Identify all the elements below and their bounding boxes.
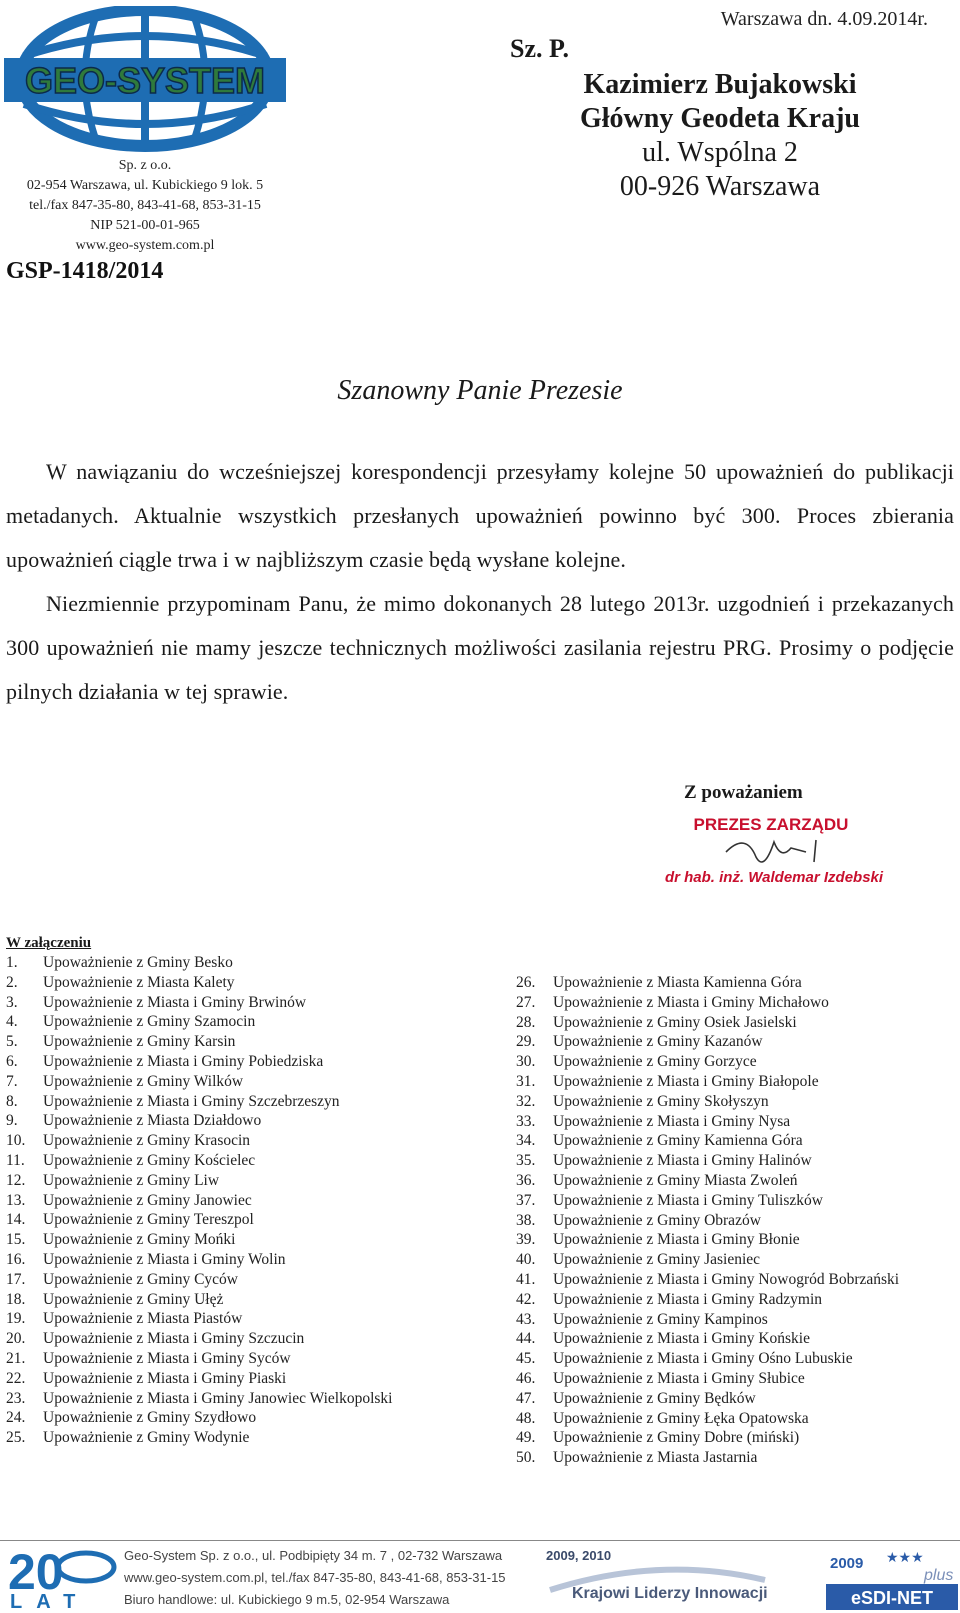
attachment-item	[6, 1032, 392, 1052]
esdi-name: eSDI-NET	[850, 1588, 934, 1608]
attachment-item	[6, 1052, 392, 1072]
attachment-number: 37.	[516, 1191, 536, 1209]
attachment-number: 15.	[6, 1231, 26, 1249]
attachments-heading: W załączeniu	[6, 935, 92, 951]
attachment-item	[516, 1191, 899, 1211]
star-icons: ★★★	[886, 1551, 924, 1566]
attachment-item	[516, 1230, 899, 1250]
reference-number: GSP-1418/2014	[6, 258, 164, 284]
attachment-title: Upoważnienie z Gminy Miasta Zwoleń	[553, 1171, 798, 1189]
attachment-number: 6.	[6, 1052, 18, 1070]
attachment-number: 49.	[516, 1429, 536, 1447]
attachment-title: Upoważnienie z Miasta i Gminy Białopole	[553, 1072, 819, 1090]
attachment-number: 5.	[6, 1033, 18, 1051]
attachment-title: Upoważnienie z Gminy Kościelec	[43, 1151, 256, 1169]
recipient-city: 00-926 Warszawa	[619, 171, 821, 202]
attachment-title: Upoważnienie z Gminy Wodynie	[43, 1429, 250, 1447]
anniversary-logo	[4, 1545, 120, 1609]
attachment-number: 36.	[516, 1171, 536, 1189]
attachment-title: Upoważnienie z Miasta i Gminy Syców	[43, 1349, 291, 1367]
recipient-block	[510, 68, 930, 204]
attachment-number: 45.	[516, 1350, 536, 1368]
attachment-title: Upoważnienie z Miasta i Gminy Tuliszków	[553, 1191, 823, 1209]
attachment-title: Upoważnienie z Gminy Jasieniec	[553, 1251, 761, 1269]
attachment-number: 1.	[6, 954, 18, 971]
attachment-number: 30.	[516, 1053, 536, 1071]
attachment-number: 28.	[516, 1013, 536, 1031]
attachment-title: Upoważnienie z Gminy Skołyszyn	[553, 1092, 769, 1110]
attachment-title: Upoważnienie z Gminy Kampinos	[553, 1310, 768, 1328]
anniversary-number: 20	[8, 1545, 64, 1600]
attachment-item	[6, 1131, 392, 1151]
esdi-plus: plus	[924, 1567, 954, 1584]
footer-office: Biuro handlowe: ul. Kubickiego 9 m.5, 02-954 Warszawa	[124, 1592, 450, 1607]
company-nip: NIP 521-00-01-965	[90, 218, 200, 233]
attachment-title: Upoważnienie z Gminy Liw	[43, 1171, 220, 1189]
attachment-number: 7.	[6, 1072, 18, 1090]
paragraph-1-text: W nawiązaniu do wcześniejszej korespondencji przesyłamy kolejne 50 upoważnień do publikacji metadanych. Aktualnie wszystkich przesłanych upoważnień powinno być 300. Proces zbierania upoważnień ciągle trwa i w najbliższym czasie będą wysłane kolejne.	[6, 459, 954, 572]
attachment-item	[6, 993, 392, 1013]
attachment-item	[6, 1389, 392, 1409]
attachment-title: Upoważnienie z Miasta i Gminy Michałowo	[553, 993, 829, 1011]
attachment-title: Upoważnienie z Gminy Kazanów	[553, 1033, 763, 1051]
attachment-title: Upoważnienie z Gminy Obrazów	[553, 1211, 761, 1229]
attachment-title: Upoważnienie z Miasta i Gminy Końskie	[553, 1330, 810, 1348]
attachment-title: Upoważnienie z Gminy Karsin	[43, 1033, 236, 1051]
award-name: Krajowi Liderzy Innowacji	[572, 1585, 768, 1602]
paragraph-1	[6, 450, 954, 582]
stamp-name: dr hab. inż. Waldemar Izdebski	[664, 869, 884, 886]
attachment-number: 3.	[6, 993, 18, 1011]
attachment-item	[6, 1369, 392, 1389]
attachment-item	[516, 1032, 899, 1052]
attachment-title: Upoważnienie z Miasta i Gminy Janowiec Wielkopolski	[43, 1389, 393, 1407]
attachment-item	[6, 1408, 392, 1428]
attachment-item	[516, 1013, 899, 1033]
attachment-title: Upoważnienie z Miasta i Gminy Nowogród Bobrzański	[553, 1270, 900, 1288]
footer-contact	[124, 1545, 506, 1611]
attachment-number: 24.	[6, 1409, 26, 1427]
attachment-title: Upoważnienie z Gminy Ułęż	[43, 1290, 224, 1308]
attachment-item	[6, 1092, 392, 1112]
attachment-number: 4.	[6, 1013, 18, 1031]
attachment-number: 42.	[516, 1290, 536, 1308]
attachment-item	[516, 1052, 899, 1072]
attachment-number: 14.	[6, 1211, 26, 1229]
attachment-title: Upoważnienie z Miasta i Gminy Ośno Lubuskie	[553, 1350, 853, 1368]
attachment-title: Upoważnienie z Gminy Będków	[553, 1389, 756, 1407]
attachment-number: 20.	[6, 1330, 26, 1348]
attachment-number: 10.	[6, 1132, 26, 1150]
attachment-item	[6, 1349, 392, 1369]
attachment-item	[516, 1171, 899, 1191]
attachment-item	[516, 1270, 899, 1290]
attachment-number: 50.	[516, 1449, 536, 1467]
attachment-item	[6, 1428, 392, 1448]
attachment-item	[516, 1250, 899, 1270]
attachment-title: Upoważnienie z Miasta i Gminy Radzymin	[553, 1290, 823, 1308]
company-address	[4, 156, 286, 256]
attachment-item	[516, 1131, 899, 1151]
attachment-number: 35.	[516, 1152, 536, 1170]
attachment-title: Upoważnienie z Miasta Działdowo	[43, 1112, 262, 1130]
attachment-item	[516, 1329, 899, 1349]
attachment-title: Upoważnienie z Gminy Mońki	[43, 1231, 236, 1249]
attachment-title: Upoważnienie z Gminy Szamocin	[43, 1013, 256, 1031]
attachment-title: Upoważnienie z Gminy Szydłowo	[43, 1409, 257, 1427]
attachment-number: 11.	[6, 1151, 25, 1169]
footer-address: Geo-System Sp. z o.o., ul. Podbipięty 34 m. 7 , 02-732 Warszawa	[124, 1548, 503, 1563]
attachment-number: 41.	[516, 1270, 536, 1288]
letter-date: Warszawa dn. 4.09.2014r.	[720, 8, 928, 30]
attachment-title: Upoważnienie z Miasta Kamienna Góra	[553, 974, 802, 991]
attachment-item	[6, 1290, 392, 1310]
attachment-number: 9.	[6, 1112, 18, 1130]
company-street: 02-954 Warszawa, ul. Kubickiego 9 lok. 5	[26, 178, 264, 193]
closing-regards: Z poważaniem	[684, 782, 803, 803]
attachment-title: Upoważnienie z Miasta i Gminy Brwinów	[43, 993, 307, 1011]
attachment-number: 44.	[516, 1330, 536, 1348]
greeting: Szanowny Panie Prezesie	[337, 375, 623, 406]
attachment-item	[6, 953, 392, 973]
attachment-item	[6, 1191, 392, 1211]
attachments-list-left	[6, 953, 392, 1448]
attachment-item	[516, 1151, 899, 1171]
stamp-title: PREZES ZARZĄDU	[693, 815, 849, 834]
signature-stamp	[656, 812, 886, 894]
attachment-title: Upoważnienie z Miasta i Gminy Szczucin	[43, 1330, 305, 1348]
attachment-number: 32.	[516, 1092, 536, 1110]
attachment-item	[516, 1072, 899, 1092]
attachment-title: Upoważnienie z Miasta i Gminy Wolin	[43, 1250, 286, 1268]
attachment-title: Upoważnienie z Miasta i Gminy Słubice	[553, 1369, 805, 1387]
attachment-number: 38.	[516, 1211, 536, 1229]
attachment-item	[6, 973, 392, 993]
attachment-item	[516, 973, 899, 993]
attachment-title: Upoważnienie z Gminy Tereszpol	[43, 1211, 254, 1229]
attachment-title: Upoważnienie z Miasta i Gminy Piaski	[43, 1369, 287, 1387]
attachment-number: 19.	[6, 1310, 26, 1328]
attachment-item	[6, 1250, 392, 1270]
attachment-item	[6, 1329, 392, 1349]
attachment-number: 18.	[6, 1290, 26, 1308]
attachment-number: 22.	[6, 1369, 26, 1387]
attachment-number: 16.	[6, 1250, 26, 1268]
footer-website[interactable]: www.geo-system.com.pl, tel./fax 847-35-80, 843-41-68, 853-31-15	[124, 1570, 506, 1585]
attachment-title: Upoważnienie z Gminy Osiek Jasielski	[553, 1013, 797, 1031]
attachment-title: Upoważnienie z Miasta i Gminy Halinów	[553, 1152, 812, 1170]
attachment-number: 23.	[6, 1389, 26, 1407]
footer-divider	[0, 1540, 960, 1541]
attachment-item	[516, 1349, 899, 1369]
company-website[interactable]: www.geo-system.com.pl	[75, 238, 215, 253]
attachment-number: 46.	[516, 1369, 536, 1387]
geo-system-logo	[4, 6, 286, 156]
attachment-title: Upoważnienie z Gminy Janowiec	[43, 1191, 252, 1209]
attachment-item	[516, 1290, 899, 1310]
esdi-net-logo	[826, 1544, 958, 1610]
attachment-number: 27.	[516, 993, 536, 1011]
attachment-title: Upoważnienie z Miasta Kalety	[43, 973, 235, 991]
award-years: 2009, 2010	[546, 1548, 612, 1563]
attachment-number: 26.	[516, 974, 536, 991]
attachment-number: 39.	[516, 1231, 536, 1249]
paragraph-2	[6, 582, 954, 714]
paragraph-2-text: Niezmiennie przypominam Panu, że mimo dokonanych 28 lutego 2013r. uzgodnień i przekazanych 300 upoważnień nie mamy jeszcze technicznych możliwości zasilania rejestru PRG. Prosimy o podjęcie pilnych działania w tej sprawie.	[6, 591, 954, 704]
attachment-item	[516, 1310, 899, 1330]
attachment-item	[6, 1072, 392, 1092]
attachment-item	[516, 1428, 899, 1448]
attachment-item	[516, 1448, 899, 1468]
esdi-year: 2009	[830, 1555, 864, 1572]
recipient-name: Kazimierz Bujakowski	[583, 69, 857, 100]
attachment-title: Upoważnienie z Gminy Wilków	[43, 1072, 244, 1090]
recipient-street: ul. Wspólna 2	[642, 137, 798, 168]
attachment-title: Upoważnienie z Miasta i Gminy Błonie	[553, 1231, 800, 1249]
attachment-number: 48.	[516, 1409, 536, 1427]
recipient-title: Główny Geodeta Kraju	[580, 103, 860, 134]
attachment-number: 12.	[6, 1171, 26, 1189]
attachment-title: Upoważnienie z Gminy Kamienna Góra	[553, 1132, 803, 1150]
company-legal-form: Sp. z o.o.	[118, 158, 172, 173]
attachment-item	[516, 1211, 899, 1231]
attachment-title: Upoważnienie z Miasta i Gminy Pobiedziska	[43, 1052, 324, 1070]
attachment-title: Upoważnienie z Miasta Piastów	[43, 1310, 243, 1328]
handwritten-signature	[726, 840, 816, 862]
attachment-item	[6, 1309, 392, 1329]
attachment-number: 31.	[516, 1072, 536, 1090]
attachment-item	[516, 1409, 899, 1429]
attachment-title: Upoważnienie z Miasta Jastarnia	[553, 1449, 758, 1467]
attachment-title: Upoważnienie z Gminy Dobre (miński)	[553, 1429, 800, 1447]
attachment-title: Upoważnienie z Gminy Łęka Opatowska	[553, 1409, 809, 1427]
attachment-item	[6, 1012, 392, 1032]
attachment-number: 21.	[6, 1349, 26, 1367]
attachment-number: 8.	[6, 1092, 18, 1110]
attachment-number: 25.	[6, 1429, 26, 1447]
attachment-number: 29.	[516, 1033, 536, 1051]
attachment-number: 2.	[6, 973, 18, 991]
attachment-number: 34.	[516, 1132, 536, 1150]
logo-text: GEO-SYSTEM	[24, 60, 266, 101]
short-salutation: Sz. P.	[510, 34, 569, 63]
attachment-title: Upoważnienie z Miasta i Gminy Nysa	[553, 1112, 791, 1130]
attachment-title: Upoważnienie z Gminy Gorzyce	[553, 1053, 757, 1071]
attachment-title: Upoważnienie z Gminy Besko	[43, 954, 233, 971]
attachment-item	[6, 1230, 392, 1250]
attachment-item	[6, 1210, 392, 1230]
attachment-title: Upoważnienie z Miasta i Gminy Szczebrzeszyn	[43, 1092, 340, 1110]
attachment-title: Upoważnienie z Gminy Krasocin	[43, 1132, 251, 1150]
attachment-item	[516, 1389, 899, 1409]
attachment-item	[516, 993, 899, 1013]
attachment-number: 17.	[6, 1270, 26, 1288]
attachment-number: 13.	[6, 1191, 26, 1209]
attachment-item	[6, 1151, 392, 1171]
attachment-number: 43.	[516, 1310, 536, 1328]
anniversary-word: LAT	[10, 1591, 90, 1609]
letter-body	[6, 450, 954, 714]
attachment-title: Upoważnienie z Gminy Cyców	[43, 1270, 238, 1288]
attachment-item	[516, 1112, 899, 1132]
attachment-number: 40.	[516, 1251, 536, 1269]
attachment-item	[6, 1171, 392, 1191]
attachment-item	[6, 1270, 392, 1290]
attachment-number: 47.	[516, 1389, 536, 1407]
attachment-number: 33.	[516, 1112, 536, 1130]
attachments-list-right	[516, 973, 899, 1468]
company-phone: tel./fax 847-35-80, 843-41-68, 853-31-15	[29, 198, 261, 213]
attachment-item	[516, 1092, 899, 1112]
attachment-item	[516, 1369, 899, 1389]
attachment-item	[6, 1111, 392, 1131]
